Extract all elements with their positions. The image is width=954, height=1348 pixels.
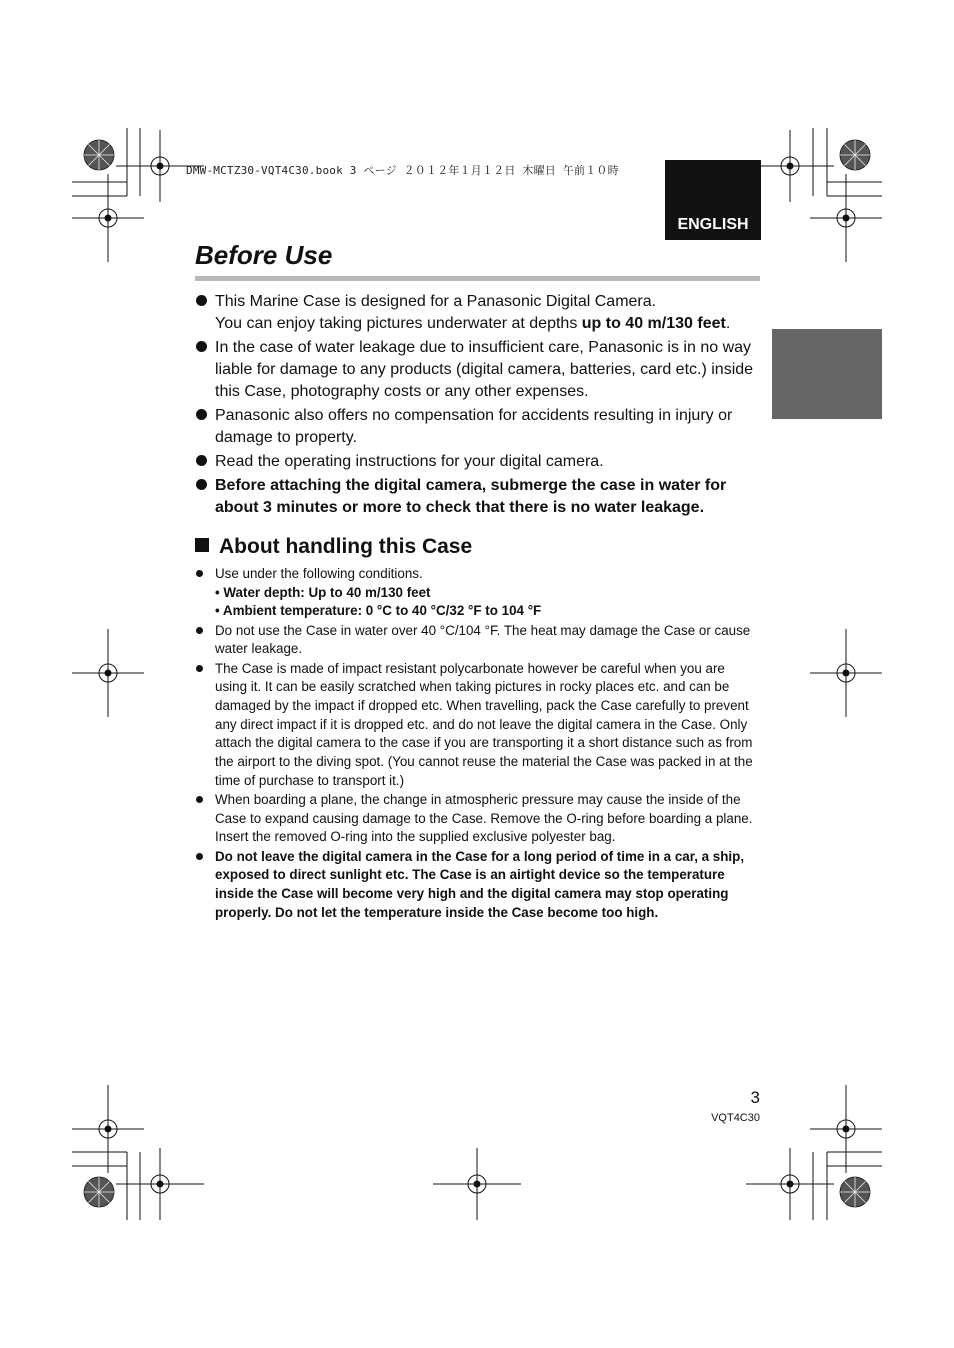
list-item (195, 405, 760, 449)
list-item (195, 337, 760, 403)
page-title: Before Use (195, 240, 333, 270)
list-item-text: Do not use the Case in water over 40 °C/104 °F. The heat may damage the Case or cause water leakage. (215, 622, 751, 657)
list-item (195, 791, 760, 847)
list-item-text: . (725, 315, 731, 332)
list-item (195, 565, 760, 621)
list-item (195, 475, 760, 519)
list-item (195, 291, 760, 335)
list-item-text: When boarding a plane, the change in atmospheric pressure may cause the inside of the Case to expand causing damage to the Case. Remove the O-ring before boarding a plane. (215, 791, 753, 826)
list-item-text: This Marine Case is designed for a Panasonic Digital Camera. (215, 293, 657, 310)
list-item-text: Do not leave the digital camera in the Case for a long period of time in a car, a ship, exposed to direct sunlight etc. The Case is an airtight device so the temperature inside the Case will become very high and the digital camera may stop operating properly. Do not let the temperature inside the Case become too high. (215, 848, 745, 920)
list-item-extra: Insert the removed O-ring into the supplied exclusive polyester bag. (215, 829, 616, 845)
depth-highlight: up to 40 m/130 feet (581, 315, 726, 332)
condition-ambient-temperature: • Ambient temperature: 0 °C to 40 °C/32 °F to 104 °F (215, 603, 542, 619)
document-code: VQT4C30 (711, 1112, 760, 1124)
section-heading (195, 535, 472, 559)
side-section-tab (772, 329, 882, 419)
list-item (195, 660, 760, 791)
printer-file-line: DMW-MCTZ30-VQT4C30.book 3 ページ ２０１２年１月１２日 木曜日 午前１０時 (186, 164, 619, 177)
list-item (195, 622, 760, 659)
handling-list (195, 565, 760, 923)
list-item (195, 848, 760, 923)
intro-list (195, 291, 760, 521)
list-item-text: You can enjoy taking pictures underwater at depths (215, 315, 582, 332)
list-item-text: The Case is made of impact resistant polycarbonate however be careful when you are using it. It can be easily scratched when taking pictures in rocky places etc. and can be damaged by the impact if dropped etc. When travelling, pack the Case carefully to prevent any direct impact if it is dropped etc. and do not leave the digital camera in the Case. Only attach the digital camera to the case if you are transporting it a short distance such as from the airport to the diving spot. (You cannot reuse the material the Case was packed in at the time of purchase to transport it.) (215, 660, 753, 788)
language-tab (665, 160, 761, 240)
list-item-text: Read the operating instructions for your digital camera. (215, 453, 604, 470)
section-heading-text: About handling this Case (219, 535, 473, 558)
list-item-text: Before attaching the digital camera, submerge the case in water for about 3 minutes or more to check that there is no water leakage. (215, 477, 727, 516)
title-underline (195, 276, 760, 281)
language-tab-label: ENGLISH (677, 216, 749, 233)
square-bullet-icon (195, 538, 209, 552)
list-item (195, 451, 760, 473)
list-item-text: Panasonic also offers no compensation for accidents resulting in injury or damage to property. (215, 407, 733, 446)
list-item-text: In the case of water leakage due to insufficient care, Panasonic is in no way liable for damage to any products (digital camera, batteries, card etc.) inside this Case, photography costs or any other expenses. (215, 339, 754, 400)
condition-water-depth: • Water depth: Up to 40 m/130 feet (215, 584, 431, 600)
list-item-text: Use under the following conditions. (215, 566, 423, 581)
page-number: 3 (750, 1088, 760, 1107)
